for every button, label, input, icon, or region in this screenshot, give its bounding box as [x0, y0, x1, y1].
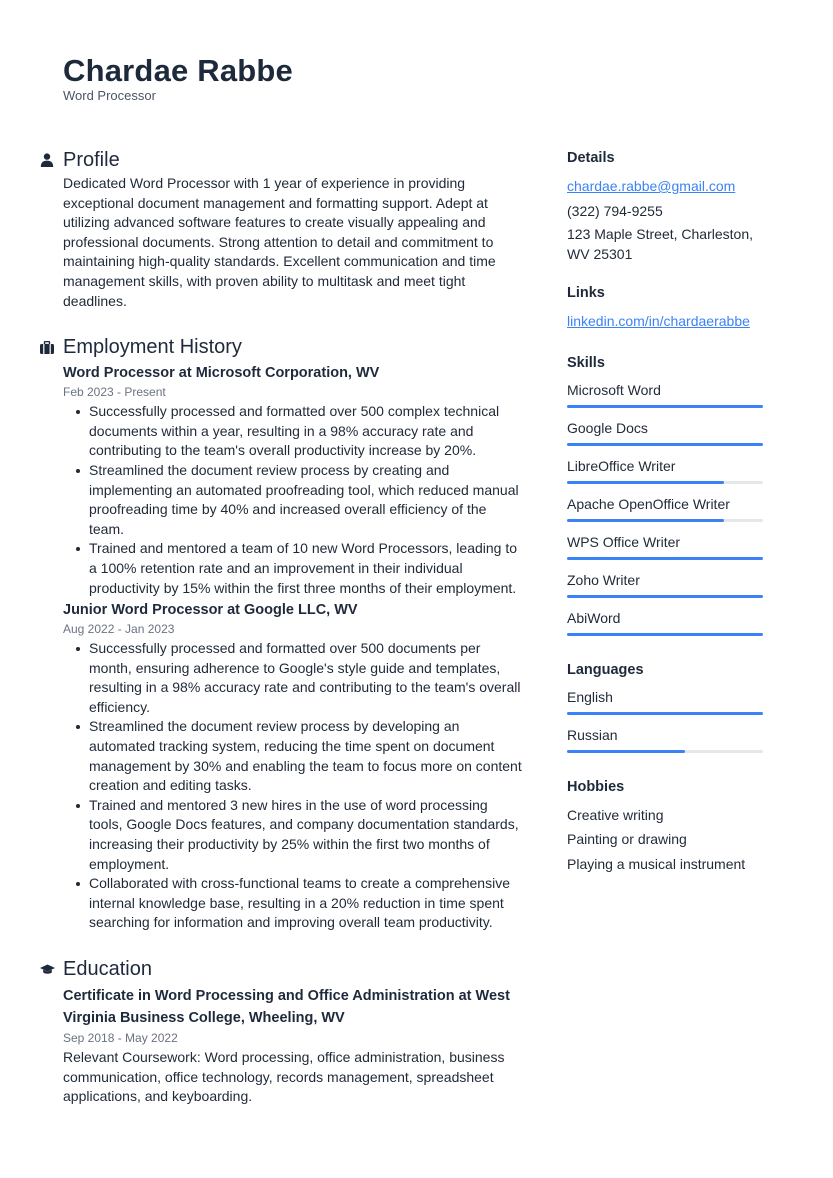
- profile-section: [40, 146, 525, 311]
- education-entry: [63, 985, 525, 1107]
- skills-list: [567, 375, 767, 641]
- job-title: Junior Word Processor at Google LLC, WV: [63, 602, 358, 619]
- skill-level-bar: [567, 595, 763, 598]
- details-block: [567, 146, 767, 264]
- job-title: Word Processor at Microsoft Corporation, WV: [63, 365, 380, 382]
- employment-section: [40, 333, 525, 933]
- education-description: Relevant Coursework: Word processing, office administration, business communication, office technology, records management, spreadsheet applications, and keyboarding.: [63, 1049, 505, 1105]
- job-bullet: Trained and mentored 3 new hires in the use of word processing tools, Google Docs features, and company documentation standards, increasing their productivity by 25% within the first two months of employment.: [74, 796, 525, 874]
- job-bullets: [63, 639, 525, 933]
- skill-level-bar: [567, 519, 763, 522]
- skill-level-bar: [567, 557, 763, 560]
- skill-item: [567, 565, 767, 603]
- job-bullet: Streamlined the document review process by developing an automated tracking system, reducing the time spent on document management by 30% and enabling the team to focus more on content creation and editing tasks.: [74, 717, 525, 795]
- links-heading: Links: [567, 285, 605, 301]
- hobby-item: Creative writing: [567, 806, 664, 823]
- skill-name: LibreOffice Writer: [567, 457, 676, 474]
- briefcase-icon: [40, 337, 63, 357]
- language-level-bar: [567, 712, 763, 715]
- job-bullet: Successfully processed and formatted over 500 complex technical documents within a year, resulting in a 98% accuracy rate and contributing to the team's overall productivity increase by 20%.: [74, 402, 525, 461]
- language-item: [567, 720, 767, 758]
- email-link[interactable]: chardae.rabbe@gmail.com: [567, 178, 736, 194]
- skill-name: Apache OpenOffice Writer: [567, 495, 730, 512]
- skill-level-bar: [567, 633, 763, 636]
- skill-level-fill: [567, 557, 763, 560]
- graduation-cap-icon: [40, 959, 63, 979]
- hobbies-heading: Hobbies: [567, 778, 625, 795]
- skill-name: Zoho Writer: [567, 571, 640, 588]
- linkedin-link[interactable]: linkedin.com/in/chardaerabbe: [567, 313, 750, 329]
- profile-heading-row: [40, 146, 525, 174]
- skill-name: Google Docs: [567, 419, 648, 436]
- main-column: [40, 146, 525, 1129]
- job-dates: Feb 2023 - Present: [63, 385, 166, 400]
- skill-level-fill: [567, 519, 724, 522]
- skill-item: [567, 451, 767, 489]
- skill-name: Microsoft Word: [567, 381, 661, 398]
- skills-block: [567, 351, 767, 641]
- job-entry: [63, 600, 525, 933]
- job-bullet: Collaborated with cross-functional teams to create a comprehensive internal knowledge base, resulting in a 20% reduction in time spent searching for information and improving overall team productivity.: [74, 874, 525, 933]
- skills-heading: Skills: [567, 354, 605, 371]
- language-level-fill: [567, 750, 685, 753]
- job-bullets: [63, 402, 525, 598]
- skill-level-fill: [567, 405, 763, 408]
- job-bullet: Streamlined the document review process by creating and implementing an automated proofreading tool, which reduced manual proofreading time by 40% and increased overall efficiency of the team.: [74, 461, 525, 539]
- skill-item: [567, 413, 767, 451]
- profile-summary: Dedicated Word Processor with 1 year of experience in providing exceptional document management and formatting support. Adept at utilizing advanced software features to create visually appealing and professional documents. Strong attention to detail and commitment to maintaining high-quality standards. Excellent communication and time management skills, with proven ability to multitask and meet tight deadlines.: [63, 175, 496, 309]
- resume-header: [63, 52, 293, 103]
- language-item: [567, 682, 767, 720]
- skill-level-bar: [567, 443, 763, 446]
- language-level-bar: [567, 750, 763, 753]
- links-block: [567, 281, 767, 334]
- job-dates: Aug 2022 - Jan 2023: [63, 622, 175, 637]
- language-level-fill: [567, 712, 763, 715]
- education-title: Certificate in Word Processing and Office Administration at West Virginia Business College, Wheeling, WV: [63, 988, 510, 1026]
- details-heading: Details: [567, 150, 615, 166]
- language-name: Russian: [567, 726, 618, 743]
- skill-item: [567, 527, 767, 565]
- employment-heading-row: [40, 333, 525, 361]
- skill-level-fill: [567, 595, 763, 598]
- phone-number: (322) 794-9255: [567, 202, 663, 219]
- hobby-item: Painting or drawing: [567, 831, 687, 847]
- profile-heading: Profile: [63, 148, 120, 171]
- skill-item: [567, 375, 767, 413]
- education-heading-row: [40, 955, 525, 983]
- address: 123 Maple Street, Charleston, WV 25301: [567, 226, 753, 262]
- skill-level-bar: [567, 405, 763, 408]
- skill-item: [567, 603, 767, 641]
- languages-heading: Languages: [567, 661, 644, 678]
- skill-item: [567, 489, 767, 527]
- job-bullet: Trained and mentored a team of 10 new Word Processors, leading to a 100% retention rate and an improvement in their individual productivity by 15% within the first three months of their employment.: [74, 539, 525, 598]
- education-dates: Sep 2018 - May 2022: [63, 1031, 178, 1045]
- skill-level-fill: [567, 443, 763, 446]
- skill-level-fill: [567, 481, 724, 484]
- candidate-title: Word Processor: [63, 88, 156, 103]
- education-section: [40, 955, 525, 1107]
- skill-level-fill: [567, 633, 763, 636]
- hobby-item: Playing a musical instrument: [567, 855, 746, 872]
- hobbies-block: [567, 775, 767, 877]
- skill-name: AbiWord: [567, 609, 621, 626]
- languages-block: [567, 658, 767, 758]
- sidebar: [567, 146, 767, 893]
- job-bullet: Successfully processed and formatted over 500 documents per month, ensuring adherence to Google's style guide and templates, resulting in a 98% accuracy rate and contributing to the team's overall efficiency.: [74, 639, 525, 717]
- employment-heading: Employment History: [63, 335, 242, 358]
- job-entry: [63, 363, 525, 598]
- person-icon: [40, 150, 63, 170]
- job-list: [40, 363, 525, 933]
- skill-name: WPS Office Writer: [567, 533, 681, 550]
- skill-level-bar: [567, 481, 763, 484]
- candidate-name: Chardae Rabbe: [63, 53, 293, 88]
- language-name: English: [567, 688, 613, 705]
- education-heading: Education: [63, 957, 152, 980]
